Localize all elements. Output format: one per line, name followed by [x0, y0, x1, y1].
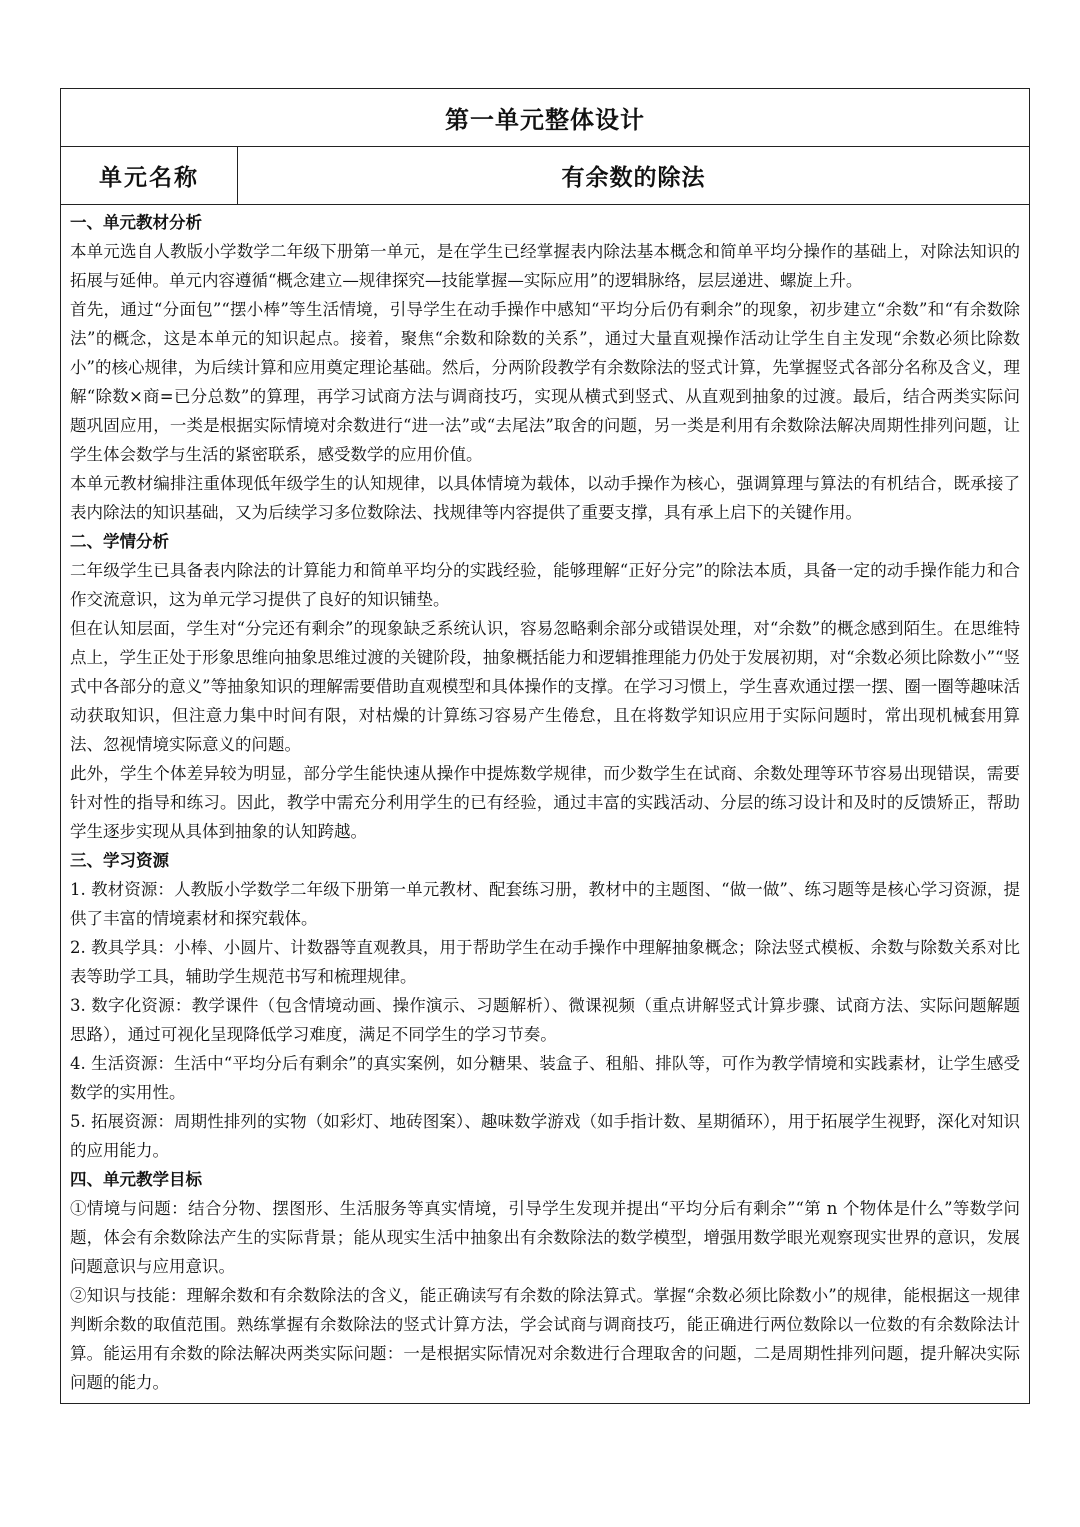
paragraph: ①情境与问题：结合分物、摆图形、生活服务等真实情境，引导学生发现并提出“平均分后有剩余”“第 n 个物体是什么”等数学问题，体会有余数除法产生的实际背景；能从现实生活中抽象出有余数除法的数学模型，增强用数学眼光观察现实世界的意识，发展问题意识与应用意识。: [70, 1199, 1020, 1276]
content-cell: [61, 205, 1029, 1403]
paragraph: ②知识与技能：理解余数和有余数除法的含义，能正确读写有余数的除法算式。掌握“余数必须比除数小”的规律，能根据这一规律判断余数的取值范围。熟练掌握有余数除法的竖式计算方法，学会试商与调商技巧，能正确进行两位数除以一位数的有余数除法计算。能运用有余数的除法解决两类实际问题：一是根据实际情况对余数进行合理取舍的问题，二是周期性排列问题，提升解决实际问题的能力。: [70, 1286, 1020, 1392]
section-heading: 三、学习资源: [70, 851, 169, 870]
unit-name-value: 有余数的除法: [561, 164, 706, 191]
paragraph: 本单元选自人教版小学数学二年级下册第一单元，是在学生已经掌握表内除法基本概念和简单平均分操作的基础上，对除法知识的拓展与延伸。单元内容遵循“概念建立—规律探究—技能掌握—实际应用”的逻辑脉络，层层递进、螺旋上升。: [70, 242, 1020, 290]
paragraph: 首先，通过“分面包”“摆小棒”等生活情境，引导学生在动手操作中感知“平均分后仍有剩余”的现象，初步建立“余数”和“有余数除法”的概念，这是本单元的知识起点。接着，聚焦“余数和除数的关系”，通过大量直观操作活动让学生自主发现“余数必须比除数小”的核心规律，为后续计算和应用奠定理论基础。然后，分两阶段教学有余数除法的竖式计算，先掌握竖式各部分名称及含义，理解“除数×商=已分总数”的算理，再学习试商方法与调商技巧，实现从横式到竖式、从直观到抽象的过渡。最后，结合两类实际问题巩固应用，一类是根据实际情境对余数进行“进一法”或“去尾法”取舍的问题，另一类是利用有余数除法解决周期性排列问题，让学生体会数学与生活的紧密联系，感受数学的应用价值。: [70, 300, 1020, 464]
section-heading: 四、单元教学目标: [70, 1170, 202, 1189]
paragraph: 此外，学生个体差异较为明显，部分学生能快速从操作中提炼数学规律，而少数学生在试商、余数处理等环节容易出现错误，需要针对性的指导和练习。因此，教学中需充分利用学生的已有经验，通过丰富的实践活动、分层的练习设计和及时的反馈矫正，帮助学生逐步实现从具体到抽象的认知跨越。: [70, 764, 1020, 841]
unit-name-row: [61, 147, 1029, 205]
paragraph: 5. 拓展资源：周期性排列的实物（如彩灯、地砖图案）、趣味数学游戏（如手指计数、星期循环），用于拓展学生视野，深化对知识的应用能力。: [70, 1112, 1020, 1160]
paragraph: 4. 生活资源：生活中“平均分后有剩余”的真实案例，如分糖果、装盒子、租船、排队等，可作为教学情境和实践素材，让学生感受数学的实用性。: [70, 1054, 1020, 1102]
paragraph: 1. 教材资源：人教版小学数学二年级下册第一单元教材、配套练习册，教材中的主题图、“做一做”、练习题等是核心学习资源，提供了丰富的情境素材和探究载体。: [70, 880, 1020, 928]
paragraph: 本单元教材编排注重体现低年级学生的认知规律，以具体情境为载体，以动手操作为核心，强调算理与算法的有机结合，既承接了表内除法的知识基础，又为后续学习多位数除法、找规律等内容提供了重要支撑，具有承上启下的关键作用。: [70, 474, 1020, 522]
paragraph: 2. 教具学具：小棒、小圆片、计数器等直观教具，用于帮助学生在动手操作中理解抽象概念；除法竖式模板、余数与除数关系对比表等助学工具，辅助学生规范书写和梳理规律。: [70, 938, 1020, 986]
unit-name-label: 单元名称: [61, 147, 238, 204]
section-heading: 一、单元教材分析: [70, 213, 202, 232]
unit-design-table: [60, 88, 1030, 1404]
paragraph: 但在认知层面，学生对“分完还有剩余”的现象缺乏系统认识，容易忽略剩余部分或错误处理，对“余数”的概念感到陌生。在思维特点上，学生正处于形象思维向抽象思维过渡的关键阶段，抽象概括能力和逻辑推理能力仍处于发展初期，对“余数必须比除数小”“竖式中各部分的意义”等抽象知识的理解需要借助直观模型和具体操作的支撑。在学习习惯上，学生喜欢通过摆一摆、圈一圈等趣味活动获取知识，但注意力集中时间有限，对枯燥的计算练习容易产生倦怠，且在将数学知识应用于实际问题时，常出现机械套用算法、忽视情境实际意义的问题。: [70, 619, 1020, 754]
paragraph: 3. 数字化资源：教学课件（包含情境动画、操作演示、习题解析）、微课视频（重点讲解竖式计算步骤、试商方法、实际问题解题思路），通过可视化呈现降低学习难度，满足不同学生的学习节奏。: [70, 996, 1020, 1044]
paragraph: 二年级学生已具备表内除法的计算能力和简单平均分的实践经验，能够理解“正好分完”的除法本质，具备一定的动手操作能力和合作交流意识，这为单元学习提供了良好的知识铺垫。: [70, 561, 1020, 609]
section-heading: 二、学情分析: [70, 532, 169, 551]
document-title: 第一单元整体设计: [61, 89, 1029, 147]
